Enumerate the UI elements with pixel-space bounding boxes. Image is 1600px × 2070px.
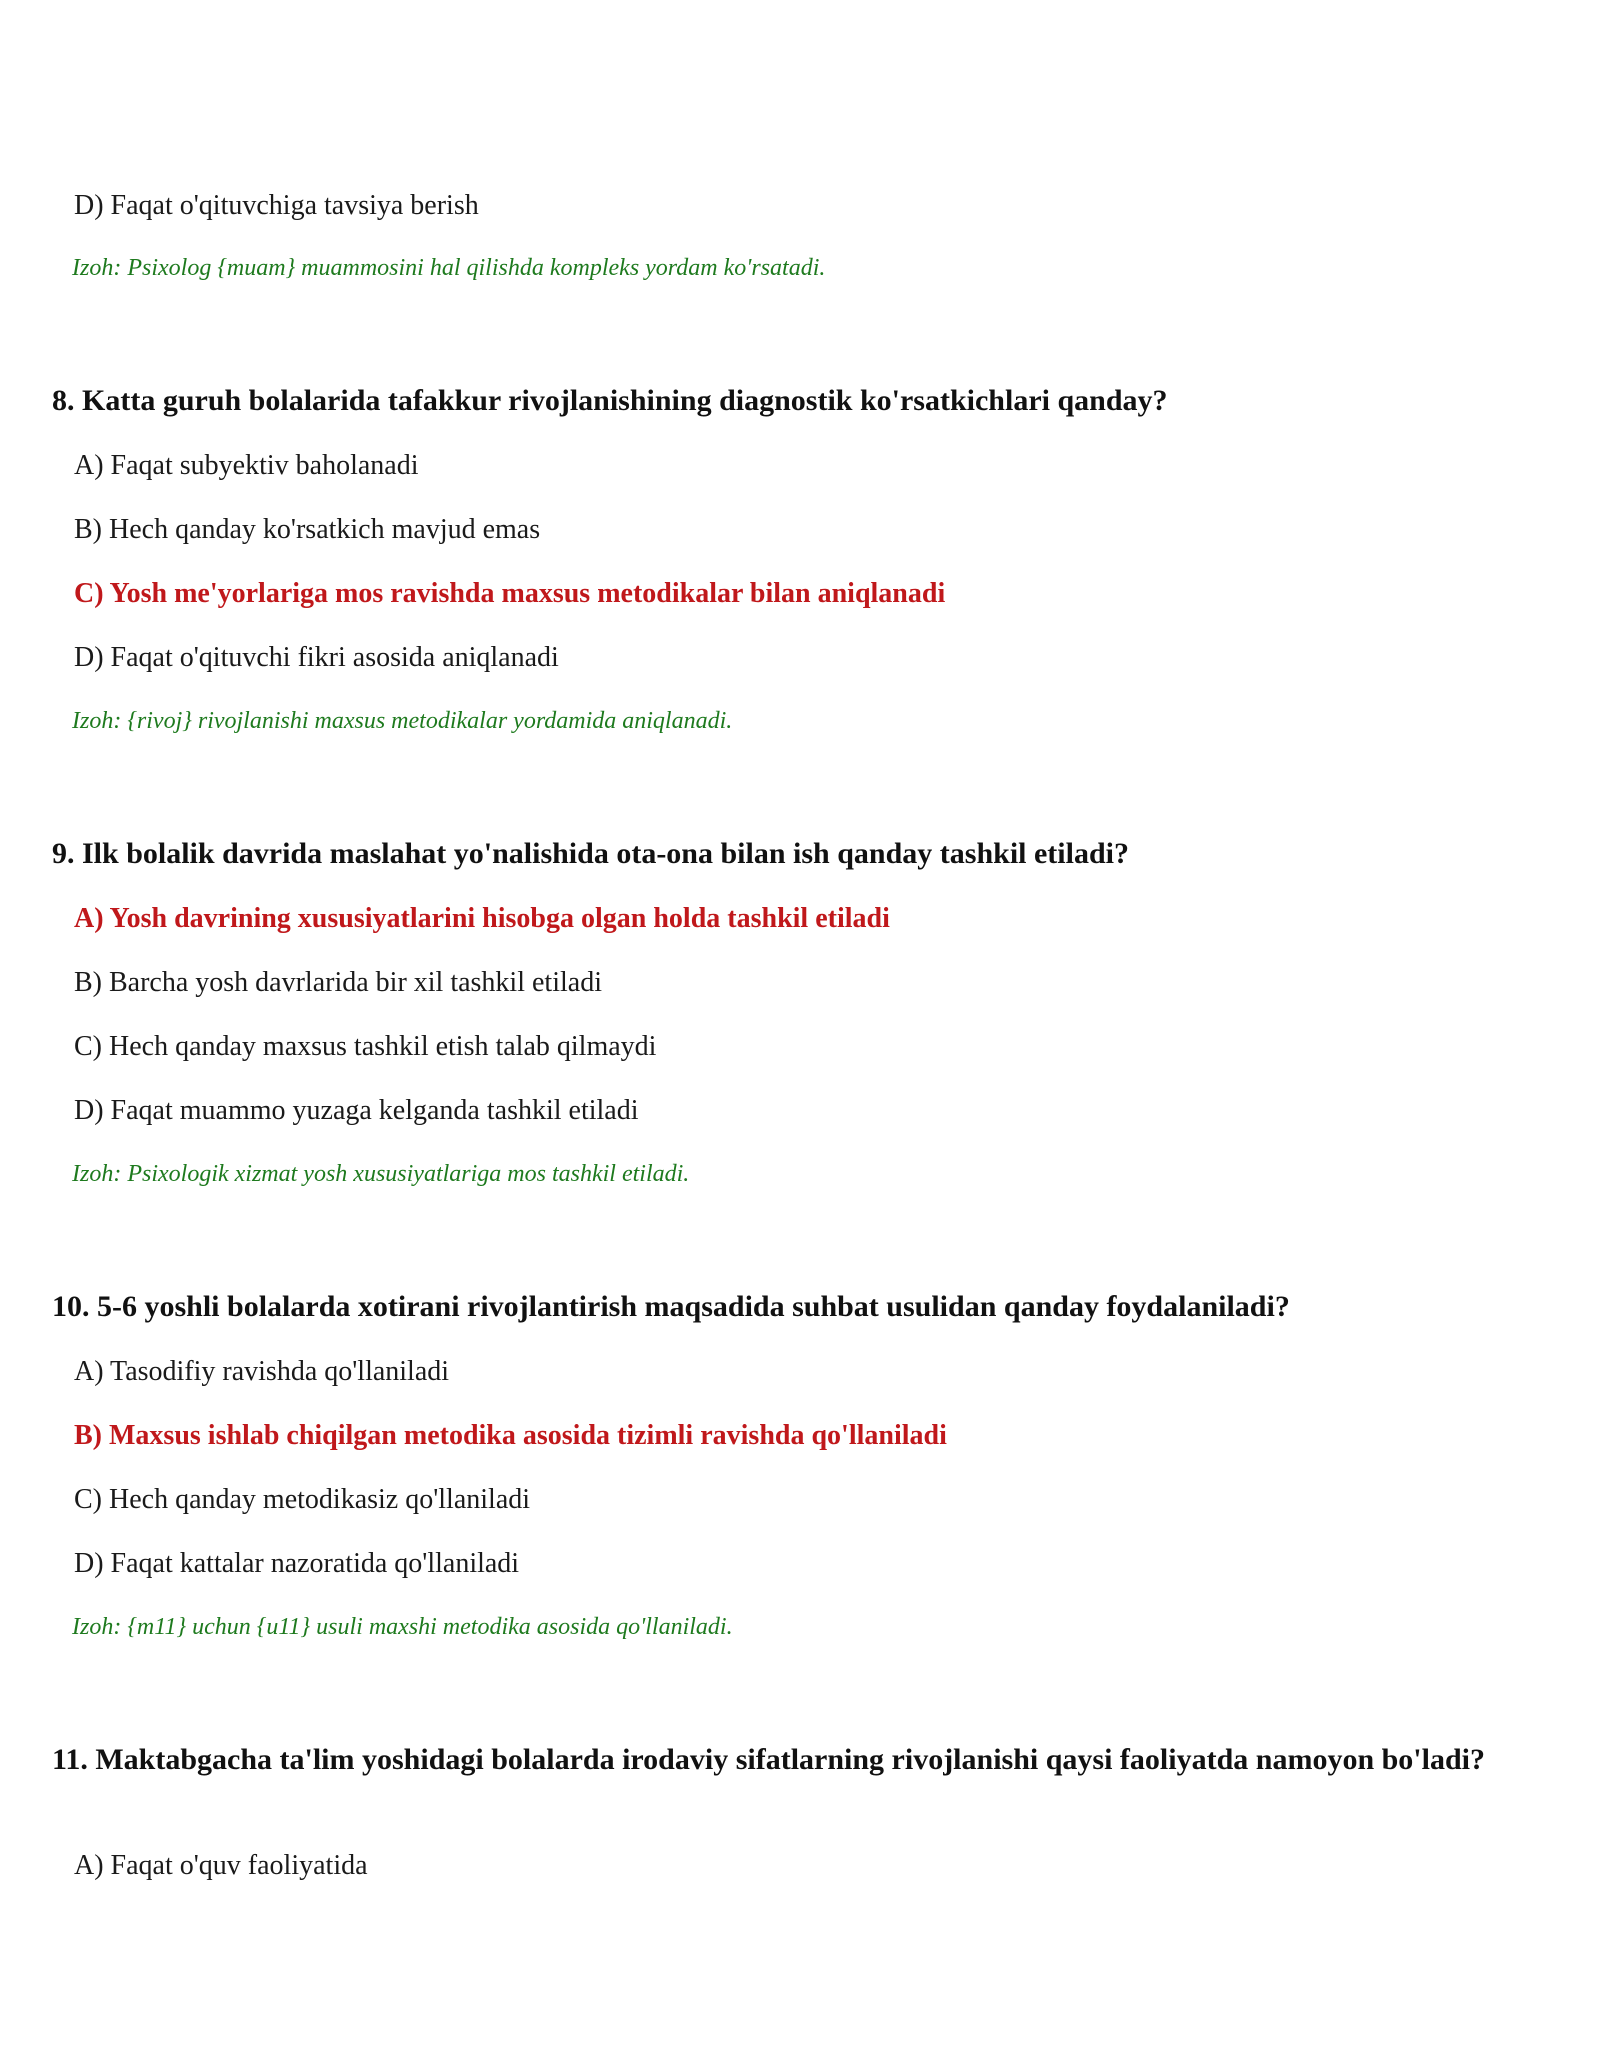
question-9-title: 9. Ilk bolalik davrida maslahat yo'nalishida ota-ona bilan ish qanday tashkil etiladi?: [52, 837, 1129, 870]
q11-option-a: A) Faqat o'quv faoliyatida: [74, 1850, 368, 1881]
question-8-title: 8. Katta guruh bolalarida tafakkur rivojlanishining diagnostik ko'rsatkichlari qanday?: [52, 384, 1168, 417]
q10-option-c: C) Hech qanday metodikasiz qo'llaniladi: [74, 1484, 531, 1515]
question-11-title: 11. Maktabgacha ta'lim yoshidagi bolalarda irodaviy sifatlarning rivojlanishi qaysi faoliyatda namoyon bo'ladi?: [52, 1743, 1485, 1776]
q9-option-a-correct: A) Yosh davrining xususiyatlarini hisobga olgan holda tashkil etiladi: [74, 903, 890, 934]
question-10-title: 10. 5-6 yoshli bolalarda xotirani rivojlantirish maqsadida suhbat usulidan qanday foydalaniladi?: [52, 1290, 1290, 1323]
q7-note: Izoh: Psixolog {muam} muammosini hal qilishda kompleks yordam ko'rsatadi.: [72, 255, 826, 281]
q8-option-d: D) Faqat o'qituvchi fikri asosida aniqlanadi: [74, 642, 559, 673]
q8-option-c-correct: C) Yosh me'yorlariga mos ravishda maxsus metodikalar bilan aniqlanadi: [74, 578, 946, 609]
q7-option-d: D) Faqat o'qituvchiga tavsiya berish: [74, 190, 479, 221]
q9-option-d: D) Faqat muammo yuzaga kelganda tashkil etiladi: [74, 1095, 639, 1126]
q9-option-c: C) Hech qanday maxsus tashkil etish talab qilmaydi: [74, 1031, 657, 1062]
q9-note: Izoh: Psixologik xizmat yosh xususiyatlariga mos tashkil etiladi.: [72, 1161, 690, 1187]
q10-option-a: A) Tasodifiy ravishda qo'llaniladi: [74, 1356, 450, 1387]
q8-option-a: A) Faqat subyektiv baholanadi: [74, 450, 419, 481]
q10-option-b-correct: B) Maxsus ishlab chiqilgan metodika asosida tizimli ravishda qo'llaniladi: [74, 1420, 947, 1451]
q10-note: Izoh: {m11} uchun {u11} usuli maxshi metodika asosida qo'llaniladi.: [72, 1614, 733, 1640]
q8-option-b: B) Hech qanday ko'rsatkich mavjud emas: [74, 514, 541, 545]
q8-note: Izoh: {rivoj} rivojlanishi maxsus metodikalar yordamida aniqlanadi.: [72, 708, 733, 734]
q10-option-d: D) Faqat kattalar nazoratida qo'llaniladi: [74, 1548, 520, 1579]
q9-option-b: B) Barcha yosh davrlarida bir xil tashkil etiladi: [74, 967, 602, 998]
